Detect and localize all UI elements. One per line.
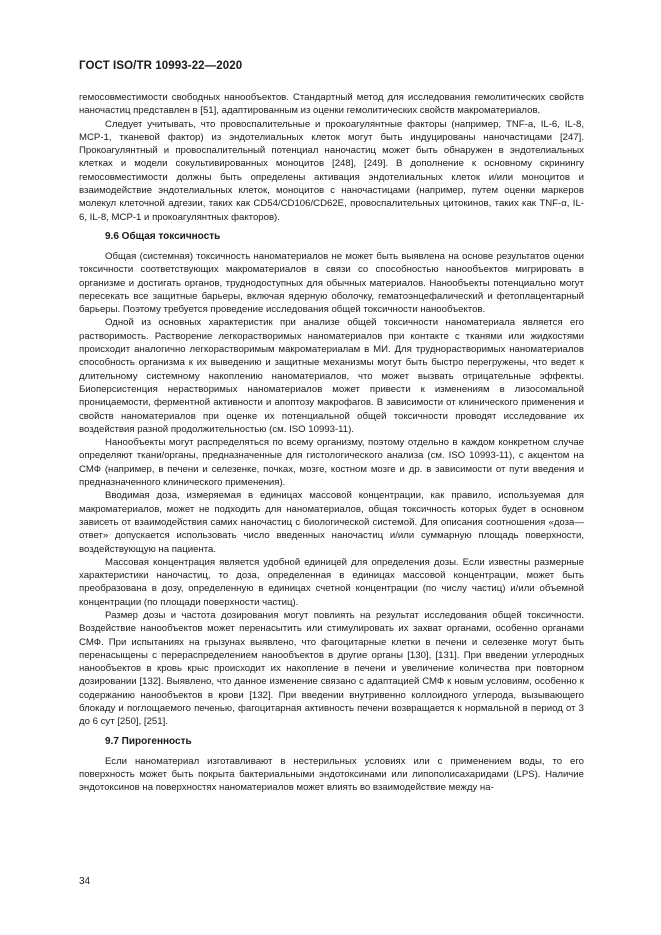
section-heading: 9.6 Общая токсичность — [105, 230, 221, 242]
document-header: ГОСТ ISO/TR 10993-22—2020 — [79, 60, 243, 72]
paragraph: Общая (системная) токсичность наноматериалов не может быть выявлена на основе результатов оценки токсичности соответствующих макроматериалов в связи со способностью нанообъектов мигрировать в организме и достигать органов, труднодоступных для обычных материалов. Нанообъекты потенциально могут пересекать все защитные барьеры, включая ядерную оболочку, гематоэнцефалический и фетоплацентарный барьеры. Поэтому требуется проведение исследования общей токсичности нанообъектов. — [79, 250, 584, 316]
paragraph: гемосовместимости свободных нанообъектов. Стандартный метод для исследования гемолитических свойств наночастиц представлен в [51], адаптированным из оценки гемолитических свойств макроматериалов. — [79, 92, 584, 117]
paragraph: Вводимая доза, измеряемая в единицах массовой концентрации, как правило, используемая для макроматериалов, может не подходить для наноматериалов, общая токсичность которых будет в основном зависеть от взаимодействия самих наночастиц с биологической системой. Для описания соотношения «доза—ответ» допускается использовать число введенных наночастиц и/или суммарную площадь поверхности, воздействующую на пациента. — [79, 490, 584, 555]
paragraph: Нанообъекты могут распределяться по всему организму, поэтому отдельно в каждом конкретном случае определяют ткани/органы, предназначенные для гистологического анализа (см. ISO 10993-11), с акцентом на СМФ (например, в печени и селезенке, почках, мозге, костном мозге и др. в зависимости от пути введения и предназначенного клинического применения). — [79, 437, 584, 489]
page-number: 34 — [79, 876, 91, 887]
paragraph: Следует учитывать, что провоспалительные и прокоагулянтные факторы (например, TNF-a, IL-6, IL-8, MCP-1, тканевой фактор) из эндотелиальных клеток могут быть индуцированы наночастицами [247]. Прокоагулянтный и провоспалительный потенциал наночастиц может быть обнаружен в эндотелиальных клетках и модели сокультивированных моноцитов [248], [249]. В дополнение к основному скринингу гемосовместимости должны быть определены активация эндотелиальных клеток и/или моноцитов и взаимодействие эндотелиальных клеток, моноцитов с наночастицами (например, путем оценки маркеров молекул клеточной адгезии, таких как CD54/CD106/CD62E, провоспалительных цитокинов, таких как TNF-α, IL-6, IL-8, MCP-1 и прокоагулянтных факторов). — [79, 118, 584, 223]
paragraph: Одной из основных характеристик при анализе общей токсичности наноматериала является его растворимость. Растворение легкорастворимых наноматериалов при контакте с тканями или жидкостями происходит аналогично легкорастворимым макроматериалам в МИ. Для труднорастворимых наноматериалов способность организма к их выведению и защитные механизмы могут быть быстро перегружены, что ведет к длительному системному накоплению наноматериалов, что может вызвать отрицательные эффекты. Биоперсистенция нерастворимых наноматериалов может привести к изменениям в лизосомальной проницаемости, ферментной активности и апоптозу макрофагов. В зависимости от клинического применения и свойств наноматериалов при оценке их потенциальной общей токсичности проводят исследование их воздействия разной продолжительностью (см. ISO 10993-11). — [79, 317, 584, 435]
paragraph: Массовая концентрация является удобной единицей для определения дозы. Если известны размерные характеристики наночастиц, то доза, определенная в единицах массовой концентрации, может быть преобразована в дозу, определенную в единицах счетной концентрации (по числу частиц) и/или объемной концентрации (по площади поверхности частиц). — [79, 556, 584, 608]
document-body — [79, 91, 584, 795]
paragraph: Если наноматериал изготавливают в нестерильных условиях или с применением воды, то его поверхность может быть покрыта бактериальными эндотоксинами или липополисахаридами (LPS). Наличие эндотоксинов на поверхностях наноматериалов может влиять во взаимодействие между на- — [79, 755, 584, 794]
section-heading: 9.7 Пирогенность — [105, 735, 192, 747]
paragraph: Размер дозы и частота дозирования могут повлиять на результат исследования общей токсичности. Воздействие нанообъектов может перенасытить или стимулировать их захват органами, особенно органами СМФ. При испытаниях на грызунах выявлено, что фагоцитарные клетки в печени и селезенке могут быть перенасыщены с перераспределением нанообъектов в другие органы [130], [131]. При введении углеродных нанообъектов в кровь крыс происходит их накопление в печени и увеличение количества при повторном дозировании [132]. Выявлено, что данное изменение связано с адаптацией СМФ к новым условиям, особенно к содержанию нанообъектов в крови [132]. При введении внутривенно коллоидного углерода, вызывающего блокаду и поглощаемого печенью, фагоцитарная активность печени возвращается к нормальной в период от 3 до 6 сут [250], [251]. — [79, 609, 584, 728]
